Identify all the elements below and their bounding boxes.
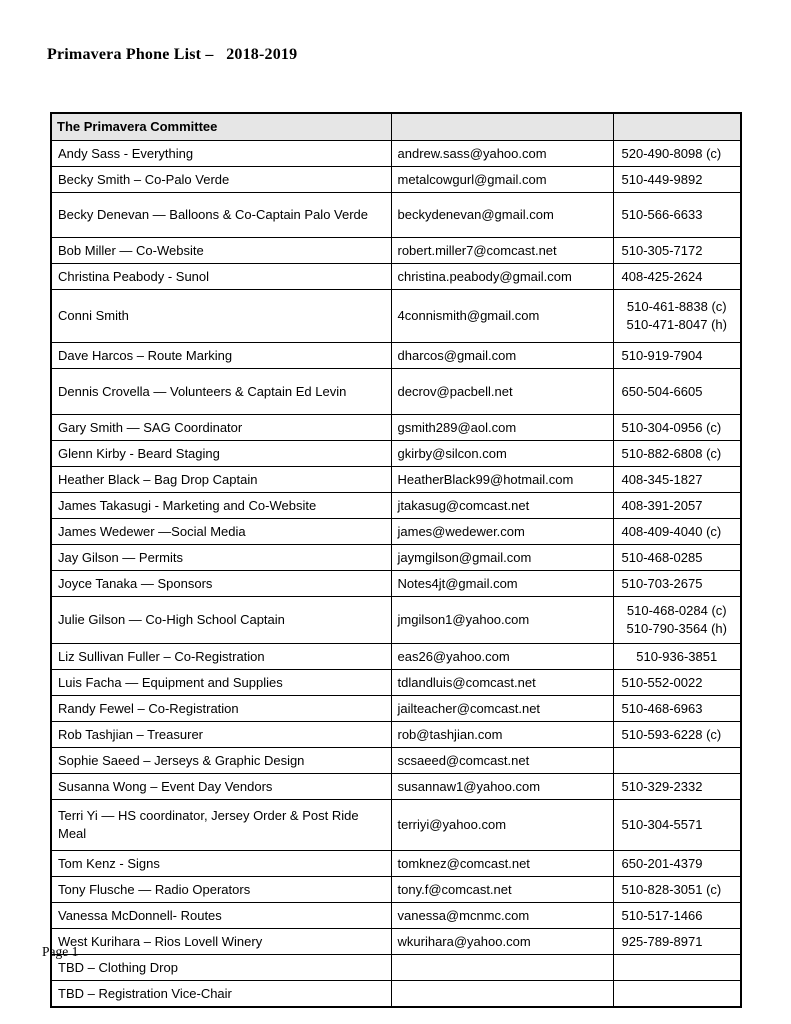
- member-email: vanessa@mcnmc.com: [391, 903, 613, 929]
- table-row: [51, 748, 741, 774]
- phone-number: 650-504-6605: [621, 383, 703, 399]
- member-phone-cell: [613, 369, 741, 415]
- phone-number: 510-919-7904: [621, 347, 703, 363]
- table-row: [51, 369, 741, 415]
- phone-number: 925-789-8971: [621, 933, 703, 949]
- member-phone-cell: [613, 800, 741, 851]
- member-email: tomknez@comcast.net: [391, 851, 613, 877]
- phone-number: 510-790-3564 (h): [626, 621, 727, 636]
- phone-number: 510-552-0022: [621, 674, 703, 690]
- phone-number: 510-471-8047 (h): [626, 317, 727, 332]
- table-row: [51, 415, 741, 441]
- member-phone-cell: [613, 851, 741, 877]
- member-email: wkurihara@yahoo.com: [391, 929, 613, 955]
- member-name-role: Glenn Kirby - Beard Staging: [51, 441, 391, 467]
- member-phone-cell: [613, 545, 741, 571]
- committee-phone-table: [50, 112, 742, 1008]
- member-email: tdlandluis@comcast.net: [391, 670, 613, 696]
- page-number: Page 1: [42, 944, 79, 959]
- phone-number: 408-345-1827: [621, 471, 703, 487]
- member-phone-cell: [613, 644, 741, 670]
- member-name-role: West Kurihara – Rios Lovell Winery: [51, 929, 391, 955]
- member-email: jailteacher@comcast.net: [391, 696, 613, 722]
- member-email: terriyi@yahoo.com: [391, 800, 613, 851]
- table-row: [51, 167, 741, 193]
- table-header-row: [51, 113, 741, 141]
- member-email: jmgilson1@yahoo.com: [391, 597, 613, 644]
- phone-number: 510-468-0285: [621, 549, 703, 565]
- phone-number: 510-593-6228 (c): [621, 726, 722, 742]
- table-row: [51, 722, 741, 748]
- member-email: tony.f@comcast.net: [391, 877, 613, 903]
- member-phone-cell: [613, 955, 741, 981]
- member-name-role: Andy Sass - Everything: [51, 141, 391, 167]
- member-phone-cell: [613, 290, 741, 343]
- member-name-role: TBD – Registration Vice-Chair: [51, 981, 391, 1008]
- member-name-role: Dennis Crovella — Volunteers & Captain Ed Levin: [51, 369, 391, 415]
- member-phone-cell: [613, 981, 741, 1008]
- member-phone-cell: [613, 748, 741, 774]
- table-row: [51, 981, 741, 1008]
- member-phone-cell: [613, 722, 741, 748]
- member-email: dharcos@gmail.com: [391, 343, 613, 369]
- member-name-role: Jay Gilson — Permits: [51, 545, 391, 571]
- member-phone-cell: [613, 670, 741, 696]
- table-row: [51, 493, 741, 519]
- table-row: [51, 800, 741, 851]
- table-row: [51, 644, 741, 670]
- table-row: [51, 597, 741, 644]
- member-email: metalcowgurl@gmail.com: [391, 167, 613, 193]
- member-email: scsaeed@comcast.net: [391, 748, 613, 774]
- phone-number: 510-468-0284 (c): [626, 603, 727, 619]
- table-row: [51, 519, 741, 545]
- member-email: robert.miller7@comcast.net: [391, 238, 613, 264]
- table-row: [51, 193, 741, 238]
- table-row: [51, 851, 741, 877]
- table-row: [51, 955, 741, 981]
- table-row: [51, 903, 741, 929]
- member-email: christina.peabody@gmail.com: [391, 264, 613, 290]
- member-email: andrew.sass@yahoo.com: [391, 141, 613, 167]
- member-name-role: Rob Tashjian – Treasurer: [51, 722, 391, 748]
- table-row: [51, 877, 741, 903]
- member-phone-cell: [613, 519, 741, 545]
- member-name-role: James Takasugi - Marketing and Co-Website: [51, 493, 391, 519]
- member-email: rob@tashjian.com: [391, 722, 613, 748]
- member-phone-cell: [613, 264, 741, 290]
- member-name-role: Sophie Saeed – Jerseys & Graphic Design: [51, 748, 391, 774]
- table-row: [51, 141, 741, 167]
- table-row: [51, 929, 741, 955]
- member-phone-cell: [613, 343, 741, 369]
- member-email: jtakasug@comcast.net: [391, 493, 613, 519]
- phone-number: 510-703-2675: [621, 575, 703, 591]
- member-name-role: Dave Harcos – Route Marking: [51, 343, 391, 369]
- member-name-role: Gary Smith — SAG Coordinator: [51, 415, 391, 441]
- table-row: [51, 264, 741, 290]
- member-phone-cell: [613, 774, 741, 800]
- member-phone-cell: [613, 877, 741, 903]
- member-email: HeatherBlack99@hotmail.com: [391, 467, 613, 493]
- table-row: [51, 290, 741, 343]
- member-phone-cell: [613, 441, 741, 467]
- member-name-role: Terri Yi — HS coordinator, Jersey Order & Post Ride Meal: [51, 800, 391, 851]
- member-name-role: Tom Kenz - Signs: [51, 851, 391, 877]
- table-row: [51, 670, 741, 696]
- member-phone-cell: [613, 929, 741, 955]
- member-phone-cell: [613, 141, 741, 167]
- member-phone-cell: [613, 696, 741, 722]
- phone-number: 510-517-1466: [621, 907, 703, 923]
- phone-number: 408-391-2057: [621, 497, 703, 513]
- member-name-role: James Wedewer —Social Media: [51, 519, 391, 545]
- member-name-role: Bob Miller — Co-Website: [51, 238, 391, 264]
- table-row: [51, 238, 741, 264]
- phone-number: 510-329-2332: [621, 778, 703, 794]
- member-name-role: Vanessa McDonnell- Routes: [51, 903, 391, 929]
- member-email: gsmith289@aol.com: [391, 415, 613, 441]
- phone-number: 510-828-3051 (c): [621, 881, 722, 897]
- member-name-role: Becky Smith – Co-Palo Verde: [51, 167, 391, 193]
- member-phone-cell: [613, 193, 741, 238]
- phone-number: 510-566-6633: [621, 207, 703, 223]
- member-name-role: Julie Gilson — Co-High School Captain: [51, 597, 391, 644]
- member-email: 4connismith@gmail.com: [391, 290, 613, 343]
- table-row: [51, 441, 741, 467]
- member-phone-cell: [613, 571, 741, 597]
- member-email: james@wedewer.com: [391, 519, 613, 545]
- table-body: [51, 141, 741, 1008]
- member-name-role: Becky Denevan — Balloons & Co-Captain Palo Verde: [51, 193, 391, 238]
- member-name-role: Conni Smith: [51, 290, 391, 343]
- phone-number: 510-468-6963: [621, 700, 703, 716]
- member-email: beckydenevan@gmail.com: [391, 193, 613, 238]
- phone-number: 510-936-3851: [636, 648, 718, 664]
- table-row: [51, 545, 741, 571]
- phone-number: 520-490-8098 (c): [621, 145, 722, 161]
- table-header-title: The Primavera Committee: [51, 113, 391, 141]
- member-name-role: Randy Fewel – Co-Registration: [51, 696, 391, 722]
- table-row: [51, 696, 741, 722]
- table-row: [51, 774, 741, 800]
- phone-number: 650-201-4379: [621, 855, 703, 871]
- phone-number: 510-305-7172: [621, 242, 703, 258]
- member-name-role: Liz Sullivan Fuller – Co-Registration: [51, 644, 391, 670]
- member-email: Notes4jt@gmail.com: [391, 571, 613, 597]
- member-name-role: Tony Flusche — Radio Operators: [51, 877, 391, 903]
- table-row: [51, 343, 741, 369]
- member-email: decrov@pacbell.net: [391, 369, 613, 415]
- member-email: gkirby@silcon.com: [391, 441, 613, 467]
- table-row: [51, 571, 741, 597]
- phone-number: 408-425-2624: [621, 268, 703, 284]
- table-header-phone-cell: [613, 113, 741, 141]
- member-email: [391, 955, 613, 981]
- member-phone-cell: [613, 467, 741, 493]
- phone-number: 510-461-8838 (c): [626, 299, 727, 315]
- member-name-role: Christina Peabody - Sunol: [51, 264, 391, 290]
- member-email: eas26@yahoo.com: [391, 644, 613, 670]
- member-phone-cell: [613, 597, 741, 644]
- member-phone-cell: [613, 903, 741, 929]
- phone-number: 510-304-0956 (c): [621, 419, 722, 435]
- table-row: [51, 467, 741, 493]
- page-title: Primavera Phone List – 2018-2019: [47, 46, 298, 63]
- phone-number: 408-409-4040 (c): [621, 523, 722, 539]
- table-header-email-cell: [391, 113, 613, 141]
- member-email: jaymgilson@gmail.com: [391, 545, 613, 571]
- member-name-role: Heather Black – Bag Drop Captain: [51, 467, 391, 493]
- phone-number: 510-449-9892: [621, 171, 703, 187]
- member-email: [391, 981, 613, 1008]
- member-phone-cell: [613, 415, 741, 441]
- member-phone-cell: [613, 167, 741, 193]
- member-name-role: Susanna Wong – Event Day Vendors: [51, 774, 391, 800]
- member-name-role: Luis Facha — Equipment and Supplies: [51, 670, 391, 696]
- member-email: susannaw1@yahoo.com: [391, 774, 613, 800]
- member-phone-cell: [613, 238, 741, 264]
- member-name-role: TBD – Clothing Drop: [51, 955, 391, 981]
- phone-number: 510-304-5571: [621, 817, 703, 833]
- member-name-role: Joyce Tanaka — Sponsors: [51, 571, 391, 597]
- phone-number: 510-882-6808 (c): [621, 445, 722, 461]
- member-phone-cell: [613, 493, 741, 519]
